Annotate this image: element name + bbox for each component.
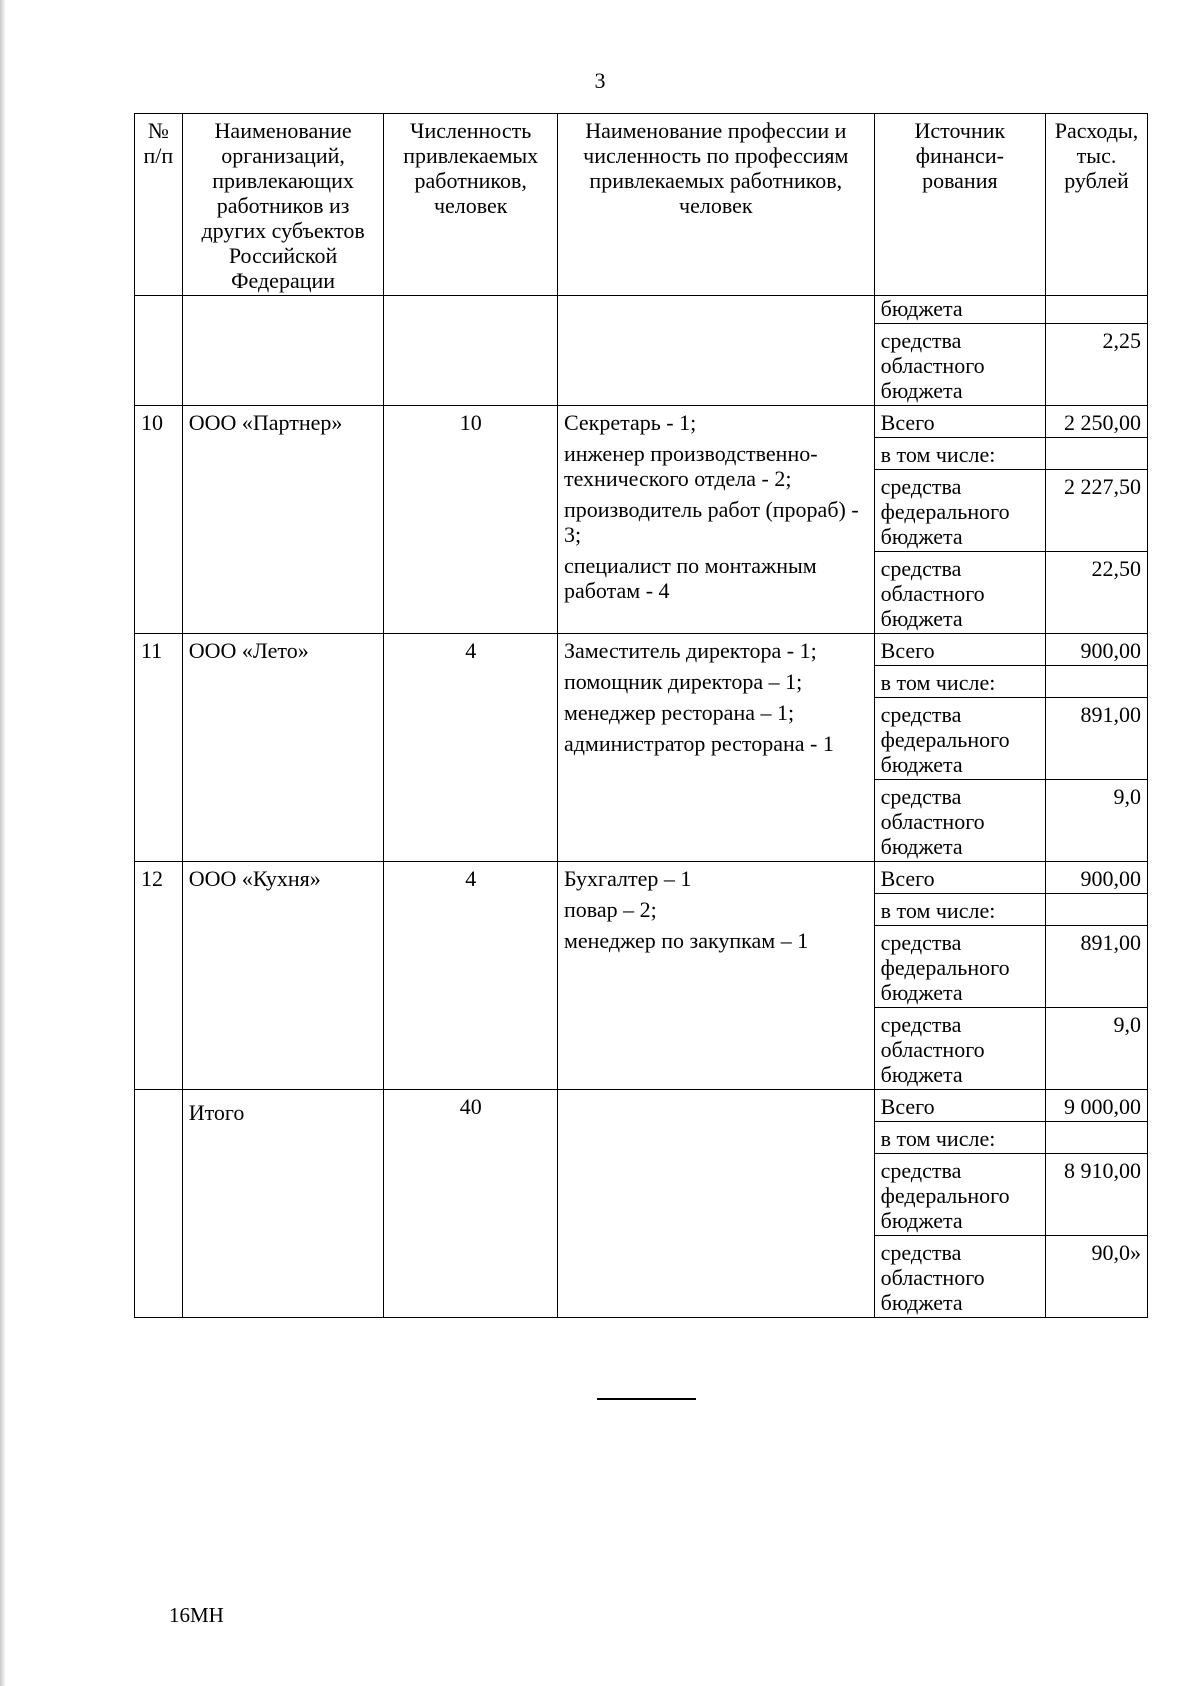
funding-source-cell: средства областного бюджета (874, 1008, 1045, 1090)
profession-item: менеджер ресторана – 1; (563, 700, 795, 725)
funding-source-cell: Всего (874, 862, 1045, 894)
funding-source-cell: бюджета (874, 296, 1045, 324)
num-cell: 11 (135, 634, 183, 862)
funding-source-cell: средства федерального бюджета (874, 1154, 1045, 1236)
count-cell: 4 (384, 862, 558, 1090)
total-count-cell: 40 (384, 1090, 558, 1318)
header-count: Численность привлекаемых работников, человек (384, 114, 558, 296)
count-cell: 4 (384, 634, 558, 862)
footer-code: 16МН (169, 1603, 224, 1627)
amount-cell: 90,0» (1046, 1236, 1148, 1318)
total-row (135, 1090, 1148, 1122)
separator-line (597, 1398, 696, 1400)
amount-cell: 22,50 (1046, 552, 1148, 634)
amount-cell: 2 250,00 (1046, 406, 1148, 438)
table-row (135, 296, 1148, 324)
profession-item: повар – 2; (563, 897, 657, 922)
profession-cell (557, 634, 874, 862)
profession-cell (557, 296, 874, 406)
funding-source-cell: средства федерального бюджета (874, 698, 1045, 780)
funding-source-cell: Всего (874, 406, 1045, 438)
amount-cell (1046, 666, 1148, 698)
profession-cell (557, 1090, 874, 1318)
funding-source-cell: Всего (874, 1090, 1045, 1122)
amount-cell: 891,00 (1046, 926, 1148, 1008)
amount-cell: 8 910,00 (1046, 1154, 1148, 1236)
amount-cell: 9 000,00 (1046, 1090, 1148, 1122)
organization-cell: ООО «Кухня» (182, 862, 384, 1090)
num-cell (135, 296, 183, 406)
amount-cell: 900,00 (1046, 634, 1148, 666)
num-cell: 12 (135, 862, 183, 1090)
funding-source-cell: Всего (874, 634, 1045, 666)
header-organization: Наименование организаций, привлекающих работников из других субъектов Российской Федерации (182, 114, 384, 296)
table-header-row (135, 114, 1148, 296)
amount-cell (1046, 894, 1148, 926)
profession-item: помощник директора – 1; (563, 669, 803, 694)
profession-item: Секретарь - 1; (563, 410, 697, 435)
scan-edge-shadow (0, 0, 6, 1686)
amount-cell: 891,00 (1046, 698, 1148, 780)
header-expenses: Расходы, тыс. рублей (1046, 114, 1148, 296)
profession-item: инженер производственно-технического отдела - 2; (563, 441, 818, 491)
profession-item: администратор ресторана - 1 (563, 731, 834, 756)
organization-cell (182, 296, 384, 406)
table-row (135, 634, 1148, 666)
count-cell: 10 (384, 406, 558, 634)
funding-source-cell: средства областного бюджета (874, 780, 1045, 862)
table-body (135, 296, 1148, 1318)
profession-item: специалист по монтажным работам - 4 (563, 553, 817, 603)
amount-cell (1046, 1122, 1148, 1154)
header-num: № п/п (135, 114, 183, 296)
funding-source-cell: в том числе: (874, 438, 1045, 470)
count-cell (384, 296, 558, 406)
organization-cell: ООО «Лето» (182, 634, 384, 862)
funding-source-cell: средства федерального бюджета (874, 926, 1045, 1008)
funding-source-cell: средства областного бюджета (874, 1236, 1045, 1318)
table-row (135, 862, 1148, 894)
profession-item: производитель работ (прораб) - 3; (563, 497, 859, 547)
amount-cell (1046, 296, 1148, 324)
amount-cell: 9,0 (1046, 780, 1148, 862)
workers-table (134, 113, 1148, 1318)
table-row (135, 406, 1148, 438)
total-label: Итого (182, 1090, 384, 1318)
header-funding-source: Источник финанси-рования (874, 114, 1045, 296)
funding-source-cell: средства областного бюджета (874, 324, 1045, 406)
amount-cell (1046, 438, 1148, 470)
profession-item: Бухгалтер – 1 (563, 866, 692, 891)
profession-cell (557, 406, 874, 634)
funding-source-cell: в том числе: (874, 666, 1045, 698)
profession-item: Заместитель директора - 1; (563, 638, 817, 663)
funding-source-cell: в том числе: (874, 894, 1045, 926)
num-cell: 10 (135, 406, 183, 634)
amount-cell: 2 227,50 (1046, 470, 1148, 552)
profession-item: менеджер по закупкам – 1 (563, 928, 809, 953)
amount-cell: 9,0 (1046, 1008, 1148, 1090)
num-cell (135, 1090, 183, 1318)
organization-cell: ООО «Партнер» (182, 406, 384, 634)
profession-cell (557, 862, 874, 1090)
amount-cell: 900,00 (1046, 862, 1148, 894)
funding-source-cell: средства федерального бюджета (874, 470, 1045, 552)
funding-source-cell: средства областного бюджета (874, 552, 1045, 634)
amount-cell: 2,25 (1046, 324, 1148, 406)
header-profession: Наименование профессии и численность по профессиям привлекаемых работников, человек (557, 114, 874, 296)
funding-source-cell: в том числе: (874, 1122, 1045, 1154)
page-number: 3 (594, 68, 606, 93)
